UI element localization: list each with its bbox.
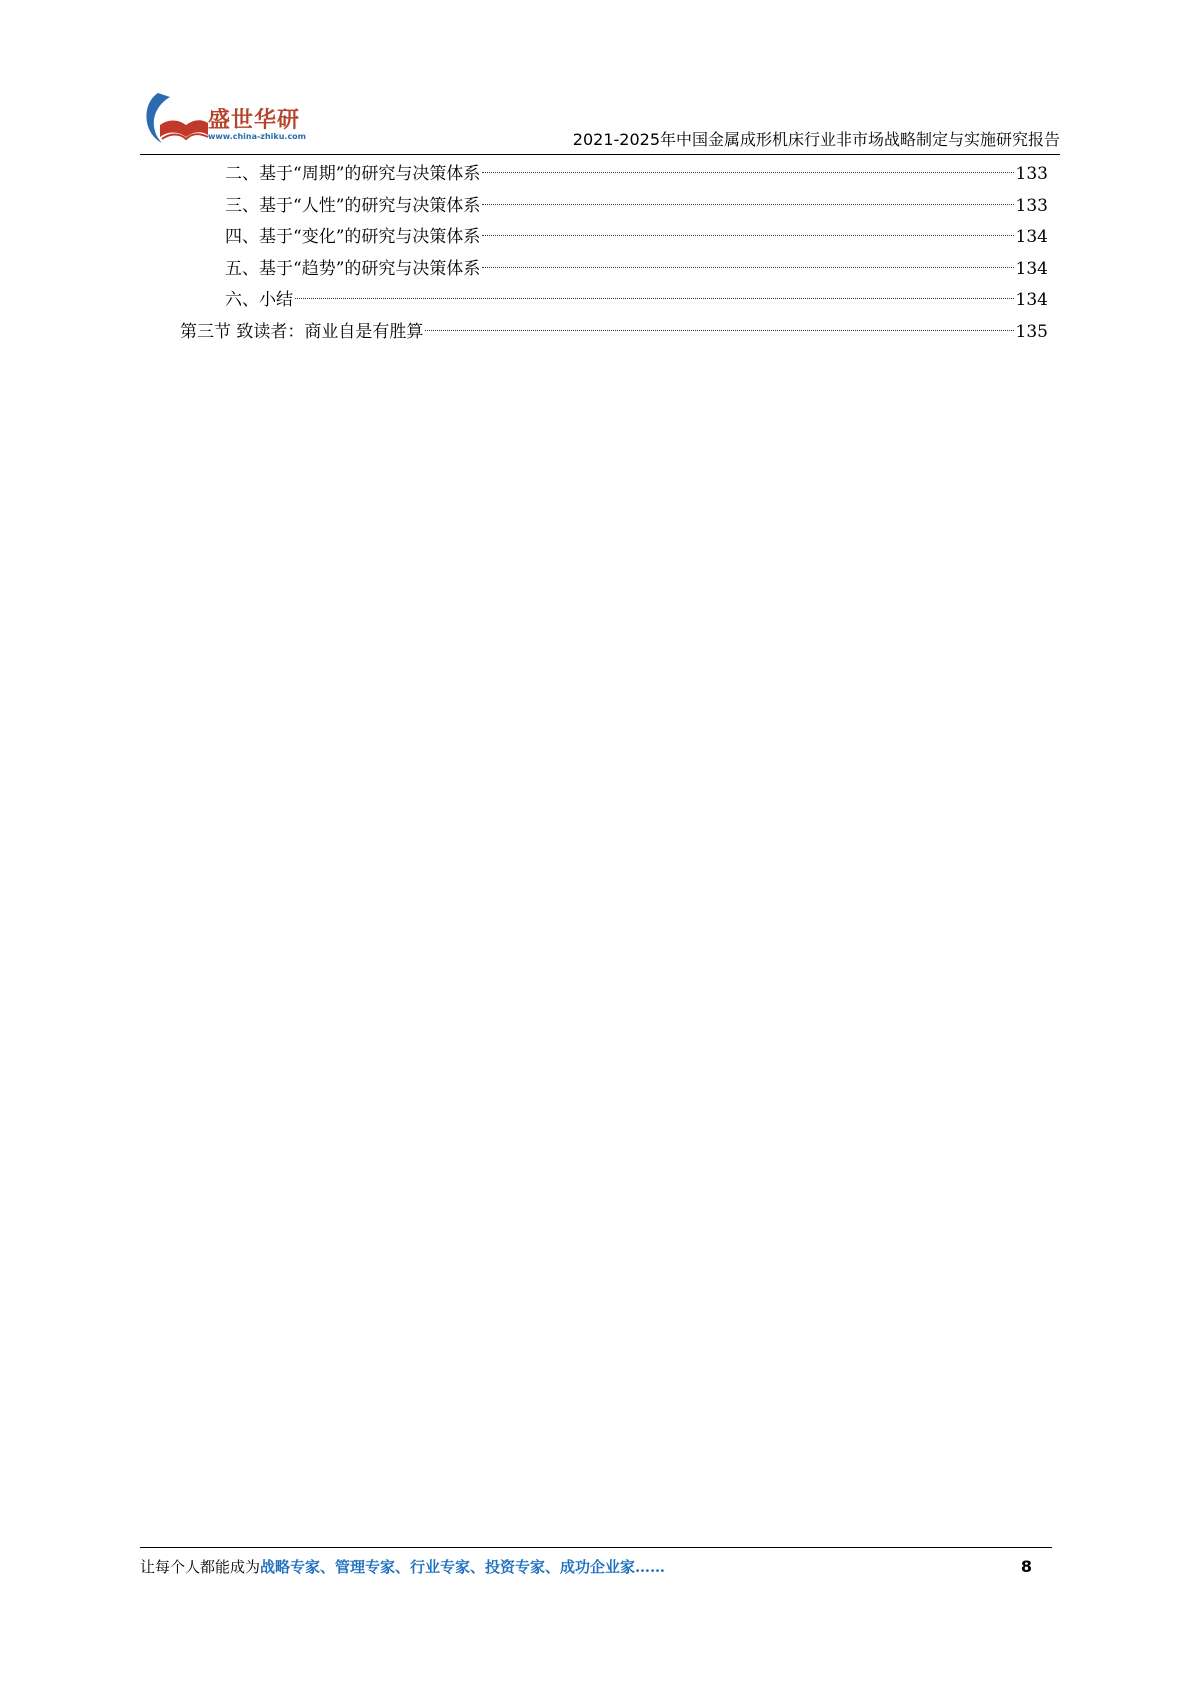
table-of-contents [180, 159, 1048, 348]
toc-entry-label: 三、基于“人性”的研究与决策体系 [225, 195, 481, 216]
toc-entry-label: 五、基于“趋势”的研究与决策体系 [225, 258, 481, 279]
page-number: 8 [1020, 1557, 1032, 1576]
toc-entry-label: 第三节 致读者：商业自是有胜算 [180, 321, 424, 342]
logo-url: www.china-zhiku.com [208, 132, 307, 141]
toc-entry-label: 六、小结 [225, 290, 293, 310]
header-divider [140, 154, 1060, 155]
footer-slogan [140, 1548, 1052, 1586]
toc-entry-page: 135 [1015, 321, 1048, 342]
toc-entry-page: 134 [1015, 227, 1048, 247]
toc-entry-page: 133 [1015, 164, 1048, 184]
toc-entry-page: 134 [1015, 258, 1048, 279]
toc-entry[interactable] [180, 222, 1048, 254]
toc-entry-label: 二、基于“周期”的研究与决策体系 [225, 164, 481, 184]
company-logo [140, 85, 320, 155]
footer-slogan-highlight: 战略专家、管理专家、行业专家、投资专家、成功企业家…… [260, 1558, 666, 1576]
toc-entry[interactable] [180, 254, 1048, 286]
report-title: 2021-2025年中国金属成形机床行业非市场战略制定与实施研究报告 [572, 130, 1060, 149]
toc-leader-dots [295, 298, 1014, 299]
footer-slogan-prefix: 让每个人都能成为 [140, 1558, 261, 1576]
toc-leader-dots [482, 267, 1013, 268]
toc-entry-page: 134 [1015, 290, 1048, 310]
page-footer [140, 1547, 1052, 1586]
logo-text: 盛世华研 [208, 108, 301, 133]
toc-leader-dots [482, 235, 1013, 236]
toc-leader-dots [482, 172, 1013, 173]
page-header [140, 80, 1060, 160]
logo-book-icon [140, 85, 210, 155]
toc-leader-dots [425, 330, 1013, 331]
toc-entry[interactable] [180, 159, 1048, 191]
toc-entry[interactable] [180, 285, 1048, 317]
toc-leader-dots [482, 204, 1013, 205]
toc-entry[interactable] [180, 317, 1048, 349]
toc-entry[interactable] [180, 191, 1048, 223]
toc-entry-label: 四、基于“变化”的研究与决策体系 [225, 227, 481, 247]
toc-entry-page: 133 [1015, 195, 1048, 216]
